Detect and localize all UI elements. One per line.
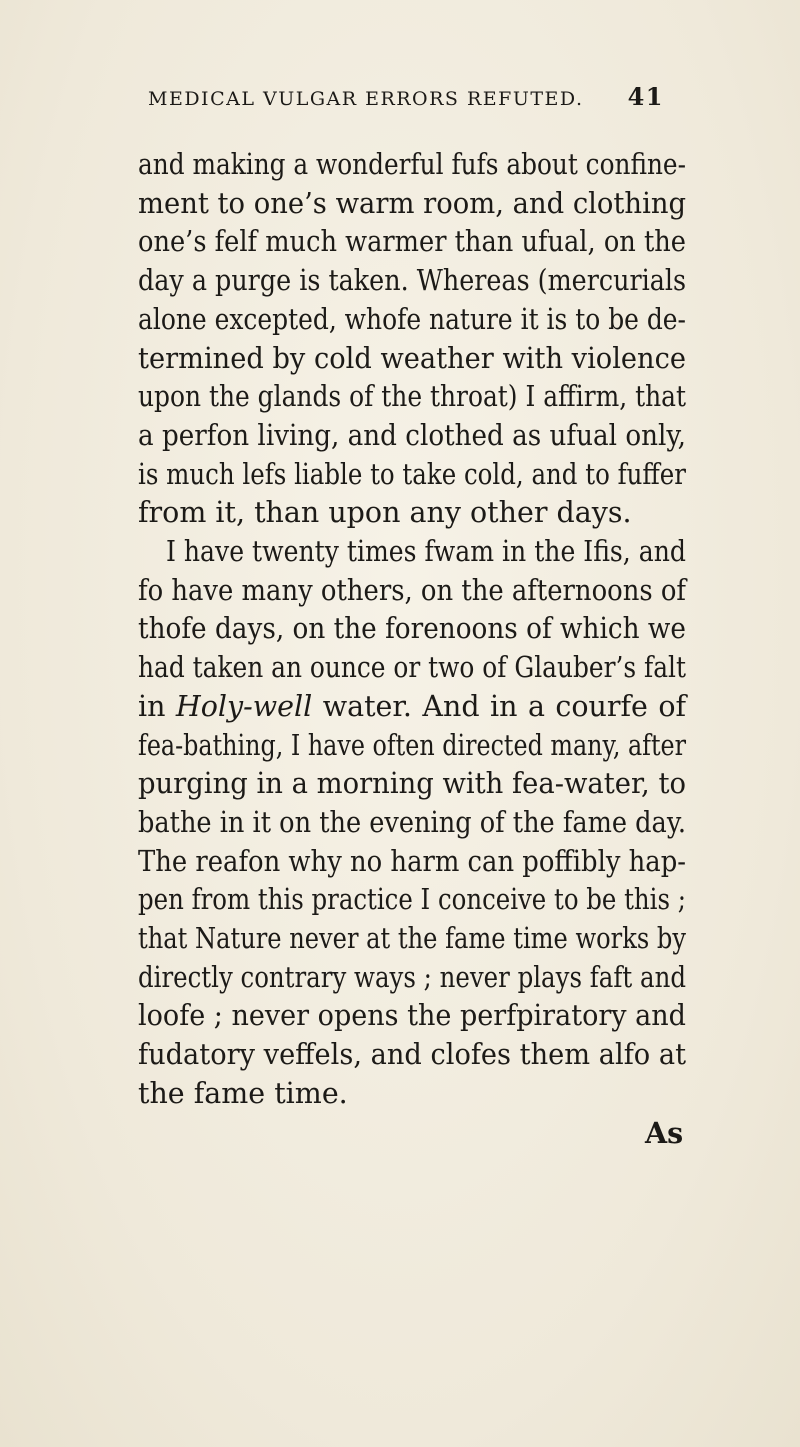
text-line: pen from this practice I conceive to be this ;: [138, 883, 686, 916]
text-line: had taken an ounce or two of Glauber’s falt: [138, 651, 687, 684]
text-line: fudatory veffels, and clofes them alfo at: [138, 1038, 687, 1071]
text-line: thofe days, on the forenoons of which we: [138, 612, 686, 645]
paragraph-first-line: I have twenty times fwam in the Ifis, and: [166, 535, 686, 568]
text-line: one’s felf much warmer than ufual, on the: [138, 225, 687, 258]
text-line: bathe in it on the evening of the fame day.: [138, 806, 687, 839]
text-line: alone excepted, whofe nature it is to be de-: [138, 303, 686, 336]
page-number: 41: [627, 82, 664, 111]
italic-place-name: Holy-well: [175, 690, 313, 723]
text-line: upon the glands of the throat) I affirm, that: [138, 380, 687, 413]
text-line: fea-bathing, I have often directed many, after: [138, 729, 687, 762]
text-line: The reafon why no harm can poffibly hap-: [138, 845, 686, 878]
text-line: ment to one’s warm room, and clothing: [138, 187, 687, 220]
text-line: fo have many others, on the afternoons of: [138, 574, 686, 607]
text-line: directly contrary ways ; never plays faft and: [138, 961, 686, 994]
text-line: the fame time.: [138, 1077, 348, 1110]
text-line: is much lefs liable to take cold, and to fuffer: [138, 458, 686, 491]
running-head: MEDICAL VULGAR ERRORS REFUTED.: [148, 88, 584, 110]
text-line: day a purge is taken. Whereas (mercurials: [138, 264, 687, 297]
text-line: purging in a morning with fea-water, to: [138, 767, 686, 800]
text-line: [138, 690, 686, 724]
text-line: a perfon living, and clothed as ufual only,: [138, 419, 687, 452]
text-segment: in: [138, 690, 176, 723]
text-line: termined by cold weather with violence: [138, 342, 686, 375]
text-line: from it, than upon any other days.: [138, 496, 632, 529]
text-line: and making a wonderful fufs about confine-: [138, 148, 686, 181]
text-line: that Nature never at the fame time works by: [138, 922, 686, 955]
text-segment: water. And in a courfe of: [312, 690, 687, 723]
catchword: As: [645, 1116, 684, 1150]
text-line: loofe ; never opens the perfpiratory and: [138, 999, 686, 1032]
